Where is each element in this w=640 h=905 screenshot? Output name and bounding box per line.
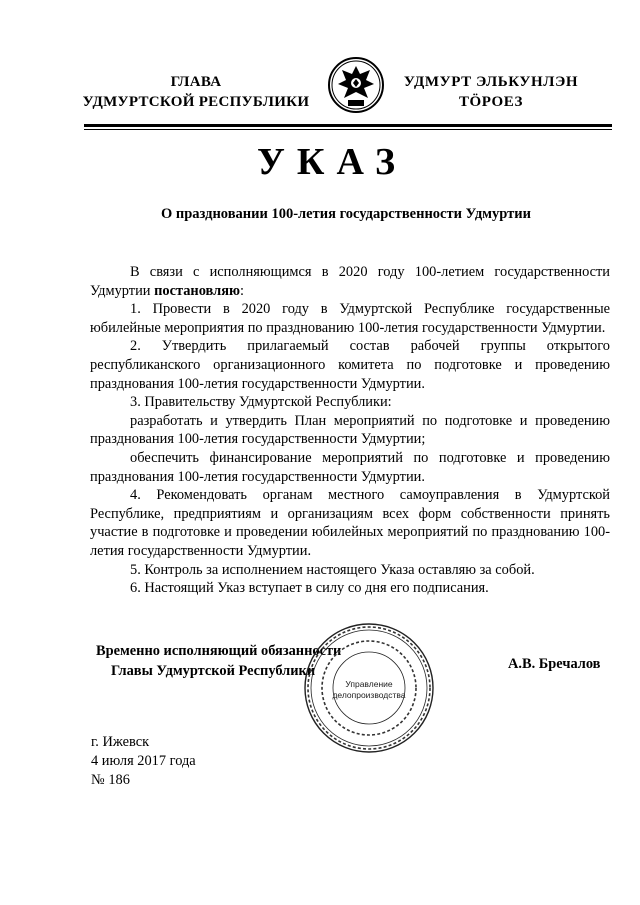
header-divider-thin (84, 129, 612, 130)
preamble-keyword: постановляю (154, 282, 240, 299)
paragraph-item-4: 4. Рекомендовать органам местного самоуправления в Удмуртской Республике, предприятиям и организациям всех форм собственности принять участие в подготовке и проведении юбилейных мероприятий по празднованию 100-летия государственности Удмуртии. (90, 487, 610, 559)
header-left (80, 72, 312, 112)
issue-city: г. Ижевск (91, 734, 150, 750)
preamble-text: В связи с исполняющимся в 2020 году 100-летием государственности Удмуртии (90, 264, 610, 299)
header-left-line1: ГЛАВА (170, 74, 222, 90)
paragraph-item-5: 5. Контроль за исполнением настоящего Указа оставляю за собой. (130, 561, 535, 578)
stamp-line1: Управление (345, 679, 393, 689)
document-title: УКАЗ (257, 141, 407, 183)
document-body (90, 263, 610, 598)
document-number: № 186 (91, 772, 130, 788)
stamp-line2: делопроизводства (332, 690, 406, 700)
paragraph-item-3b: обеспечить финансирование мероприятий по подготовке и проведению празднования 100-летия государственности Удмуртии. (90, 449, 610, 485)
paragraph-item-3: 3. Правительству Удмуртской Республики: (130, 394, 392, 411)
header-left-line2: УДМУРТСКОЙ РЕСПУБЛИКИ (82, 94, 310, 110)
paragraph-preamble (90, 263, 610, 300)
signatory-name: А.В. Бречалов (508, 656, 601, 672)
paragraph-item-6: 6. Настоящий Указ вступает в силу со дня его подписания. (130, 580, 489, 597)
header-right-line1: УДМУРТ ЭЛЬКУНЛЭН (403, 74, 579, 90)
official-stamp-icon (302, 621, 436, 755)
signatory-position-line2: Главы Удмуртской Республики (111, 663, 316, 679)
paragraph-item-2: 2. Утвердить прилагаемый состав рабочей группы открытого республиканского организационного комитета по подготовке и проведению празднования 100-летия государственности Удмуртии. (90, 338, 610, 392)
coat-of-arms-icon (326, 56, 386, 114)
document-subtitle: О праздновании 100-летия государственности Удмуртии (160, 206, 532, 222)
preamble-colon: : (239, 282, 244, 299)
issue-date: 4 июля 2017 года (91, 753, 196, 769)
header-divider-thick (84, 124, 612, 127)
signatory-position-line1: Временно исполняющий обязанности (96, 643, 342, 659)
header-right (400, 72, 582, 112)
paragraph-item-3a: разработать и утвердить План мероприятий по подготовке и проведению празднования 100-летия государственности Удмуртии; (90, 412, 610, 448)
document-footer (91, 733, 196, 790)
paragraph-item-1: 1. Провести в 2020 году в Удмуртской Республике государственные юбилейные мероприятия по празднованию 100-летия государственности Удмуртии. (90, 301, 610, 336)
header-right-line2: ТӦРОЕЗ (458, 94, 524, 110)
